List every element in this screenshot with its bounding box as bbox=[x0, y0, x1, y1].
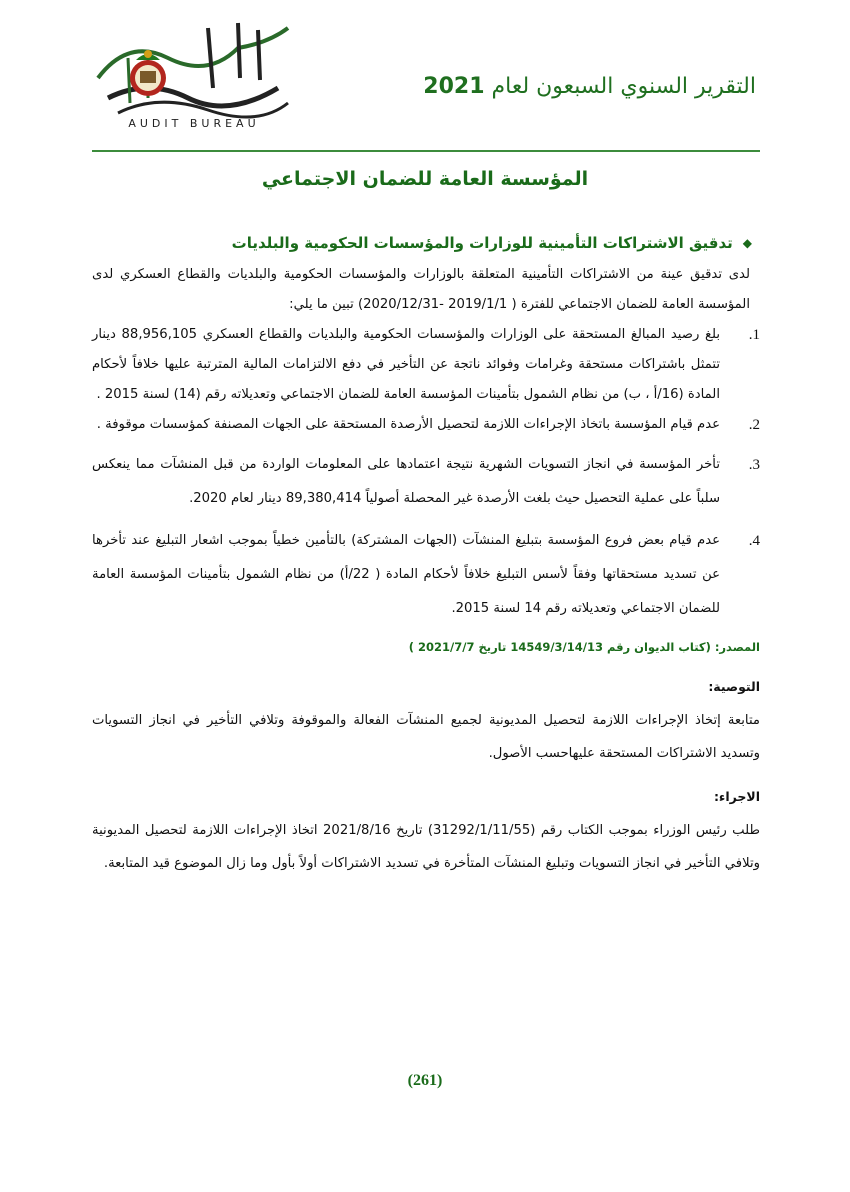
list-item-text: عدم قيام بعض فروع المؤسسة بتبليغ المنشآت (الجهات المشتركة) بالتأمين خطياً بموجب اشعار التبليغ عند تأخرها عن تسديد مستحقاتها وفقاً لأسس التبليغ خلافاً لأحكام المادة ( 22/أ) من نظام الشمول بتأمينات المؤسسة العامة للضمان الاجتماعي وتعديلاته رقم 14 لسنة 2015. bbox=[92, 533, 720, 616]
list-item-number: 2. bbox=[748, 417, 760, 433]
spacer bbox=[92, 516, 760, 524]
list-item-number: 3. bbox=[748, 457, 760, 473]
list-item bbox=[92, 410, 760, 440]
report-title-text: التقرير السنوي السبعون لعام bbox=[491, 74, 756, 99]
recommendation-label: التوصية: bbox=[708, 679, 760, 694]
list-item bbox=[92, 320, 760, 410]
list-item-text: بلغ رصيد المبالغ المستحقة على الوزارات والمؤسسات الحكومية والبلديات والقطاع العسكري 88,956,105 دينار تتمثل باشتراكات مستحقة وغرامات وفوائد ناتجة عن التأخير في دفع الالتزامات المالية المترتبة عليها خلافاً لأحكام المادة (16/أ ، ب) من نظام الشمول بتأمينات المؤسسة العامة للضمان الاجتماعي وتعديلاته رقم (14) لسنة 2015 . bbox=[92, 327, 720, 402]
list-item-number: 4. bbox=[748, 533, 760, 549]
main-content bbox=[92, 228, 760, 880]
action-label: الاجراء: bbox=[713, 789, 760, 804]
document-title: المؤسسة العامة للضمان الاجتماعي bbox=[261, 168, 589, 190]
list-item-text: تأخر المؤسسة في انجاز التسويات الشهرية نتيجة اعتمادها على المعلومات الواردة من قبل المنشآت مما ينعكس سلباً على عملية التحصيل حيث بلغت الأرصدة غير المحصلة أصولياً 89,380,414 دينار لعام 2020. bbox=[92, 457, 720, 506]
section-heading bbox=[92, 228, 760, 258]
list-item-text: عدم قيام المؤسسة باتخاذ الإجراءات اللازمة لتحصيل الأرصدة المستحقة على الجهات المصنفة كمؤسسات موقوفة . bbox=[96, 417, 720, 432]
list-item bbox=[92, 448, 760, 516]
logo-caption: AUDIT BUREAU bbox=[128, 117, 260, 130]
report-title bbox=[423, 74, 756, 99]
header-divider bbox=[92, 150, 760, 152]
recommendation-text: متابعة إتخاذ الإجراءات اللازمة لتحصيل المديونية لجميع المنشآت الفعالة والموقوفة وتلافي التأخير في انجاز التسويات وتسديد الاشتراكات المستحقة عليهاحسب الأصول. bbox=[92, 713, 760, 761]
intro-paragraph: لدى تدقيق عينة من الاشتراكات التأمينية المتعلقة بالوزارات والمؤسسات الحكومية والبلديات والقطاع العسكري لدى المؤسسة العامة للضمان الاجتماعي للفترة ( 2019/1/1 -2020/12/31) تبين ما يلي: bbox=[92, 267, 750, 312]
source-citation: المصدر: (كتاب الديوان رقم 14549/3/14/13 تاريخ 2021/7/7 ) bbox=[408, 640, 760, 654]
report-year: 2021 bbox=[423, 74, 485, 99]
page-header bbox=[0, 0, 850, 155]
page-number: (261) bbox=[407, 1072, 443, 1089]
diamond-bullet-icon: ◆ bbox=[742, 236, 752, 250]
list-item-number: 1. bbox=[748, 327, 760, 343]
spacer bbox=[92, 440, 760, 448]
section-heading-text: تدقيق الاشتراكات التأمينية للوزارات والمؤسسات الحكومية والبلديات bbox=[231, 234, 733, 252]
list-item bbox=[92, 524, 760, 626]
action-text: طلب رئيس الوزراء بموجب الكتاب رقم (31292/1/11/55) تاريخ 2021/8/16 اتخاذ الإجراءات اللازمة لتحصيل المديونية وتلافي التأخير في انجاز التسويات وتبليغ المنشآت المتأخرة في تسديد الاشتراكات أولاً بأول وما زال الموضوع قيد المتابعة. bbox=[92, 823, 760, 871]
